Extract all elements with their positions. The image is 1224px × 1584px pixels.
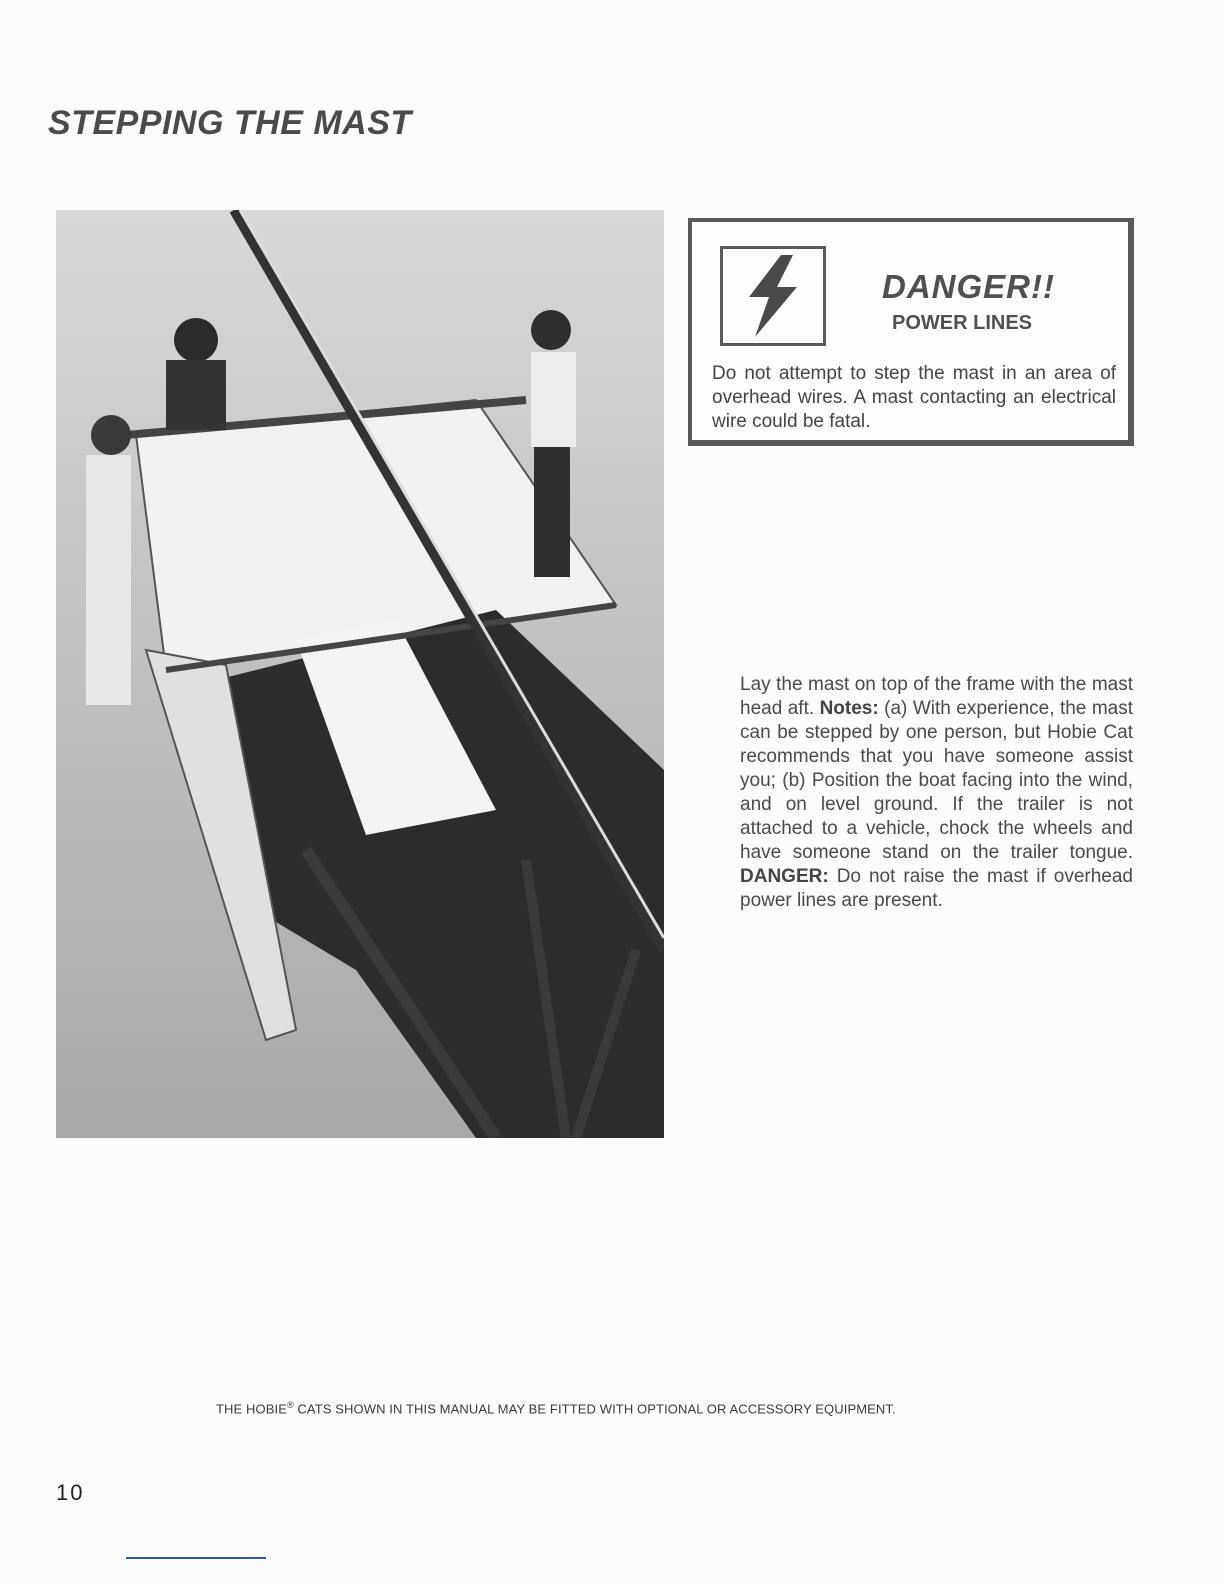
- danger-inline-text: Do not raise the mast if overhead power lines are present.: [740, 866, 1133, 911]
- danger-heading: DANGER!!: [882, 268, 1055, 305]
- registered-mark: ®: [286, 1400, 294, 1410]
- danger-subheading: POWER LINES: [892, 312, 1033, 334]
- boat-photo-illustration: [56, 210, 664, 1138]
- footer-after: CATS SHOWN IN THIS MANUAL MAY BE FITTED WITH OPTIONAL OR ACCESSORY EQUIPMENT.: [293, 1401, 896, 1417]
- footer-rule: [126, 1557, 266, 1559]
- instructions-paragraph: [740, 673, 1133, 913]
- intro-text: Lay the mast on top of the frame with the mast head aft.: [740, 674, 1133, 719]
- notes-label: Notes:: [819, 698, 879, 719]
- lightning-bolt-icon: [720, 246, 826, 346]
- boat-photo: [56, 210, 664, 1138]
- footer-before: THE HOBIE: [216, 1401, 287, 1417]
- footer-note: [216, 1400, 1036, 1416]
- notes-text: (a) With experience, the mast can be stepped by one person, but Hobie Cat recommends that you have someone assist you; (b) Position the boat facing into the wind, and on level ground. If the trailer is not attached to a vehicle, chock the wheels and have someone stand on the trailer tongue.: [740, 698, 1133, 863]
- danger-warning-box: [688, 218, 1134, 446]
- page-number: 10: [56, 1480, 85, 1505]
- danger-label: DANGER:: [740, 866, 829, 887]
- danger-text: Do not attempt to step the mast in an area of overhead wires. A mast contacting an electrical wire could be fatal.: [712, 363, 1116, 432]
- page-title: STEPPING THE MAST: [48, 104, 412, 142]
